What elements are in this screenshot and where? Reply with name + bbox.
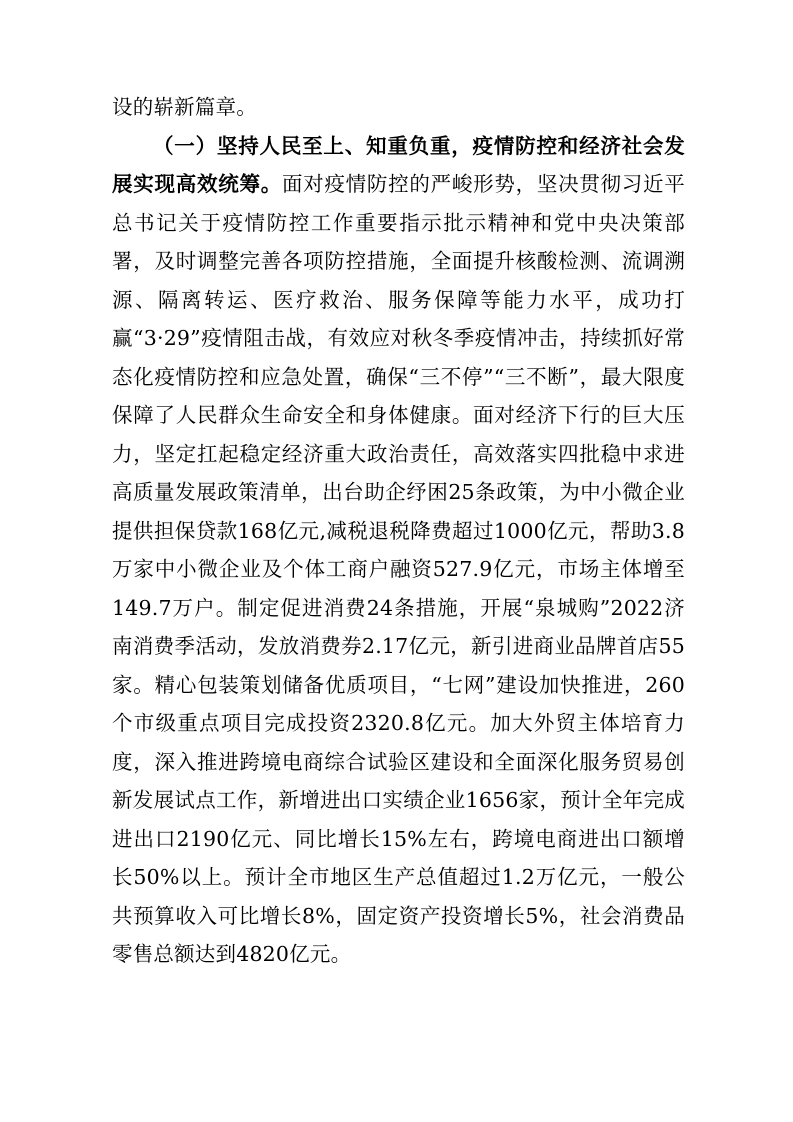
paragraph-continuation	[112, 88, 685, 127]
paragraph-lead: （一）坚持人民至上、知重负重，疫情防控和经济社会发展实现高效统筹。	[112, 133, 685, 196]
document-body	[112, 88, 685, 974]
paragraph-text: 设的崭新篇章。	[112, 95, 257, 119]
paragraph-text: 面对疫情防控的严峻形势，坚决贯彻习近平总书记关于疫情防控工作重要指示批示精神和党中央决策部署，及时调整完善各项防控措施，全面提升核酸检测、流调溯源、隔离转运、医疗救治、服务保障等能力水平，成功打赢“3·29”疫情阻击战，有效应对秋冬季疫情冲击，持续抓好常态化疫情防控和应急处置，确保“三不停”“三不断”，最大限度保障了人民群众生命安全和身体健康。面对经济下行的巨大压力，坚定扛起稳定经济重大政治责任，高效落实四批稳中求进高质量发展政策清单，出台助企纾困25条政策，为中小微企业提供担保贷款168亿元,减税退税降费超过1000亿元，帮助3.8万家中小微企业及个体工商户融资527.9亿元，市场主体增至149.7万户。制定促进消费24条措施，开展“泉城购”2022济南消费季活动，发放消费券2.17亿元，新引进商业品牌首店55家。精心包装策划储备优质项目，“七网”建设加快推进，260个市级重点项目完成投资2320.8亿元。加大外贸主体培育力度，深入推进跨境电商综合试验区建设和全面深化服务贸易创新发展试点工作，新增进出口实绩企业1656家，预计全年完成进出口2190亿元、同比增长15%左右，跨境电商进出口额增长50%以上。预计全市地区生产总值超过1.2万亿元，一般公共预算收入可比增长8%，固定资产投资增长5%，社会消费品零售总额达到4820亿元。	[112, 172, 685, 966]
paragraph-section-one	[112, 127, 685, 974]
